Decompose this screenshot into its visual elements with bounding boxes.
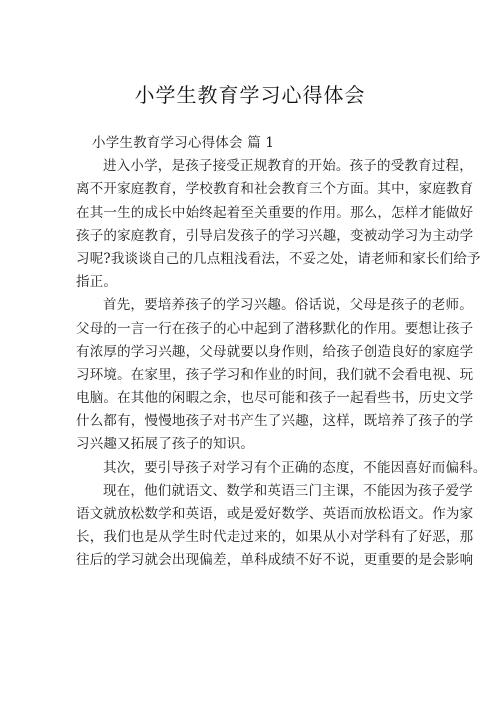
body-line: 其次，要引导孩子对学习有个正确的态度，不能因喜好而偏科。 [103, 459, 487, 476]
body-line: 往后的学习就会出现偏差，单科成绩不好不说，更重要的是会影响 [76, 552, 474, 569]
body-line: 习呢?我谈谈自己的几点粗浅看法，不妥之处，请老师和家长们给予 [76, 250, 481, 267]
body-line: 语文就放松数学和英语，或是爱好数学、英语而放松语文。作为家 [76, 506, 474, 522]
body-line: 长，我们也是从学生时代走过来的，如果从小对学科有了好恶，那 [76, 529, 474, 546]
body-line: 什么都有，慢慢地孩子对书产生了兴趣，这样，既培养了孩子的学 [76, 413, 474, 430]
body-line: 指正。 [76, 274, 118, 291]
body-line: 孩子的家庭教育，引导启发孩子的学习兴趣，变被动学习为主动学 [76, 227, 474, 244]
body-line: 父母的一言一行在孩子的心中起到了潜移默化的作用。要想让孩子 [76, 320, 474, 337]
body-line: 有浓厚的学习兴趣，父母就要以身作则，给孩子创造良好的家庭学 [76, 343, 474, 360]
body-line: 离不开家庭教育，学校教育和社会教育三个方面。其中，家庭教育 [76, 181, 474, 198]
body-line: 在其一生的成长中始终起着至关重要的作用。那么，怎样才能做好 [76, 204, 474, 221]
body-line: 进入小学，是孩子接受正规教育的开始。孩子的受教育过程， [103, 158, 473, 175]
document-title: 小学生教育学习心得体会 [134, 83, 366, 107]
body-line: 首先，要培养孩子的学习兴趣。俗话说，父母是孩子的老师。 [103, 297, 473, 314]
body-line: 习环境。在家里，孩子学习和作业的时间，我们就不会看电视、玩 [76, 366, 474, 383]
body-line: 习兴趣又拓展了孩子的知识。 [76, 436, 255, 453]
body-line: 小学生教育学习心得体会 篇 1 [92, 135, 275, 151]
document-body [76, 132, 487, 573]
body-line: 现在，他们就语文、数学和英语三门主课，不能因为孩子爱学 [103, 482, 473, 499]
body-line: 电脑。在其他的闲暇之余，也尽可能和孩子一起看些书，历史文学 [76, 390, 474, 407]
